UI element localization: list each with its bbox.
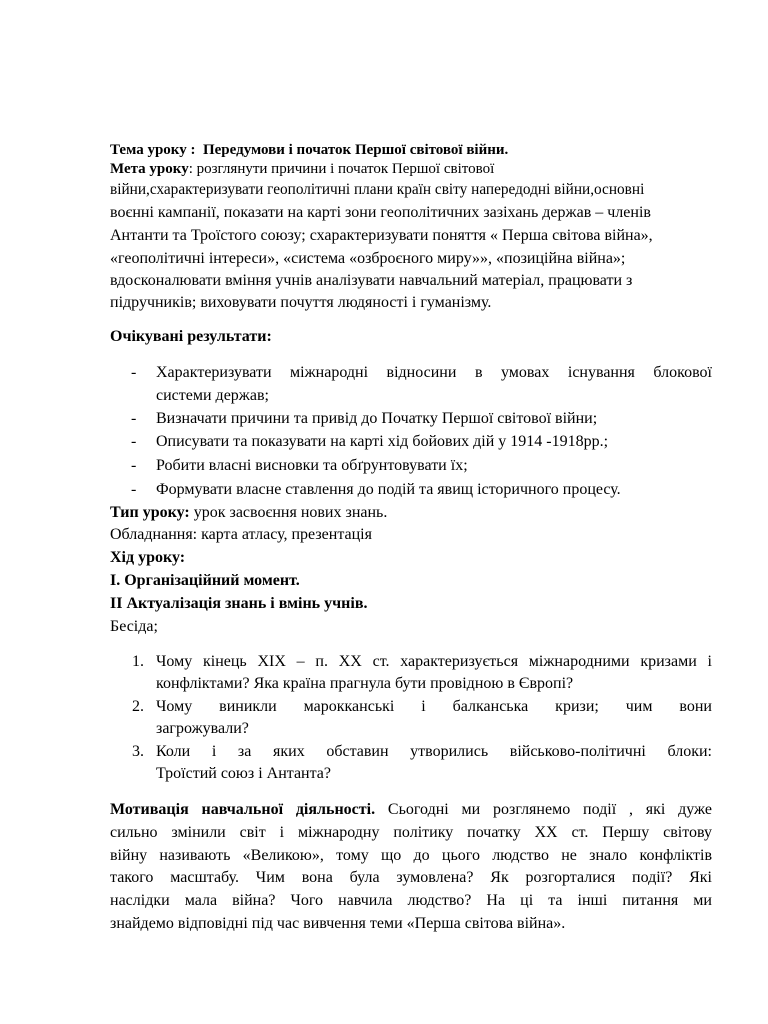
- question-number: 1.: [132, 653, 144, 670]
- question-line: Троїстий союз і Антанта?: [156, 765, 332, 782]
- motivation-line: війну називають «Великою», тому що до цього людство не знало конфліктів: [110, 847, 712, 864]
- goal-line: воєнні кампанії, показати на карті зони геополітичних зазіхань держав – членів: [110, 204, 651, 221]
- motivation-line: сильно змінили світ і міжнародну політику початку ХХ ст. Першу світову: [110, 824, 712, 841]
- lesson-type-label: Тип уроку:: [110, 504, 190, 521]
- expected-item: Характеризувати міжнародні відносини в умовах існування блокової: [156, 364, 712, 381]
- motivation-paragraph: [110, 799, 712, 822]
- topic-label: Тема уроку :: [110, 142, 196, 158]
- talk-label: Бесіда;: [110, 618, 158, 635]
- stage-heading: І. Організаційний момент.: [110, 572, 300, 589]
- motivation-line: такого масштабу. Чим вона була зумовлена? Як розгорталися події? Які: [110, 869, 712, 886]
- motivation-line: наслідки мала війна? Чого навчила людство? На ці та інші питання ми: [110, 892, 712, 909]
- motivation-line: Сьогодні ми розглянемо події , які дуже: [375, 801, 712, 818]
- lesson-topic: [110, 141, 712, 159]
- motivation-line: знайдемо відповідні під час вивчення теми «Перша світова війна».: [110, 915, 566, 932]
- goal-line: війни,схарактеризувати геополітичні плани країн світу напередодні війни,основні: [110, 181, 645, 198]
- expected-item: Описувати та показувати на карті хід бойових дій у 1914 -1918рр.;: [156, 433, 609, 450]
- topic-value: Передумови і початок Першої світової війни.: [202, 142, 509, 158]
- lesson-type: [110, 502, 712, 525]
- course-heading: Хід уроку:: [110, 549, 186, 566]
- bullet-dash: -: [131, 410, 137, 427]
- question-number: 2.: [132, 698, 144, 715]
- motivation-label: Мотивація навчальної діяльності.: [110, 801, 376, 818]
- goal-line: Антанти та Троїстого союзу; схарактеризувати поняття « Перша світова війна»,: [110, 227, 653, 244]
- bullet-dash: -: [131, 457, 137, 474]
- expected-item: Робити власні висновки та обґрунтовувати їх;: [156, 457, 468, 474]
- goal-label: Мета уроку: [110, 161, 189, 177]
- lesson-goal: [110, 160, 712, 178]
- expected-item: Формувати власне ставлення до подій та явищ історичного процесу.: [156, 481, 621, 498]
- question-number: 3.: [132, 743, 144, 760]
- equipment: Обладнання: карта атласу, презентація: [110, 526, 372, 543]
- goal-line: «геополітичні інтереси», «система «озброєного миру»», «позиційна війна»;: [110, 250, 626, 267]
- bullet-dash: -: [131, 481, 137, 498]
- goal-line: підручників; виховувати почуття людяності і гуманізму.: [110, 294, 492, 311]
- expected-item: системи держав;: [156, 387, 269, 404]
- lesson-type-value: урок засвоєння нових знань.: [189, 504, 388, 521]
- bullet-dash: -: [131, 364, 137, 381]
- question-line: Чому виникли марокканські і балканська кризи; чим вони: [156, 698, 712, 715]
- question-line: загрожували?: [156, 720, 249, 737]
- stage-heading: ІІ Актуалізація знань і вмінь учнів.: [110, 595, 368, 612]
- question-line: Чому кінець ХІХ – п. ХХ ст. характеризується міжнародними кризами і: [156, 653, 712, 670]
- expected-heading: Очікувані результати:: [110, 328, 272, 345]
- goal-line: вдосконалювати вміння учнів аналізувати навчальний матеріал, працювати з: [110, 272, 633, 289]
- question-line: Коли і за яких обставин утворились військово-політичні блоки:: [156, 743, 712, 760]
- question-line: конфліктами? Яка країна прагнула бути провідною в Європі?: [156, 675, 574, 692]
- goal-line: : розглянути причини і початок Першої світової: [188, 161, 495, 177]
- bullet-dash: -: [131, 433, 137, 450]
- expected-item: Визначати причини та привід до Початку Першої світової війни;: [156, 410, 598, 427]
